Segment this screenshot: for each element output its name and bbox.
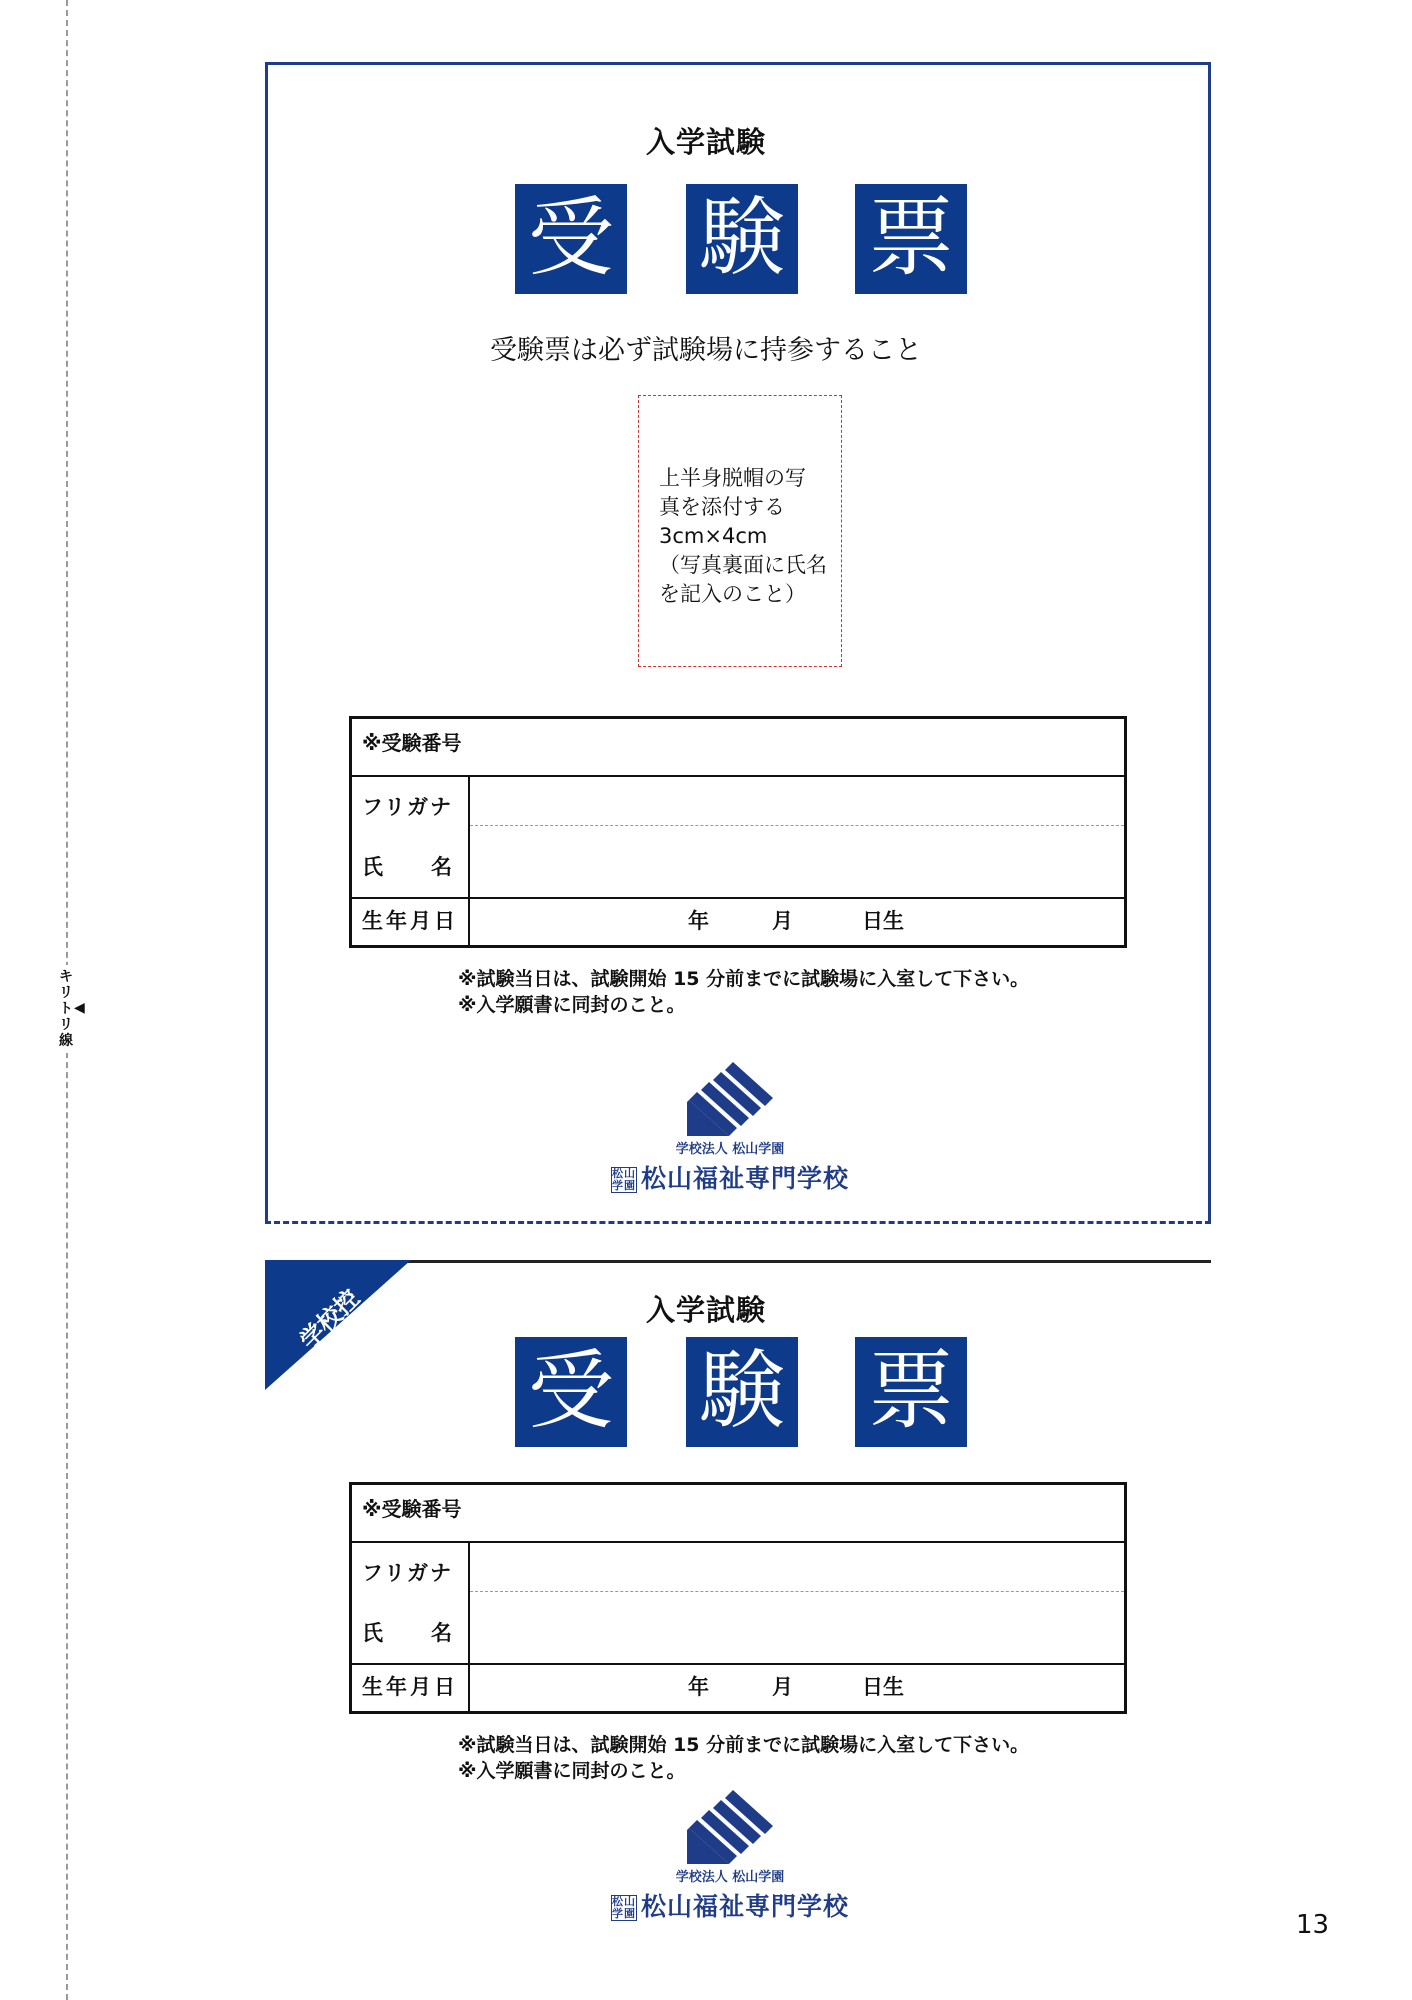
- logo-badge: 松山学園: [611, 1895, 636, 1920]
- furigana-field[interactable]: [470, 1543, 1124, 1592]
- dob-row: [352, 1665, 1124, 1711]
- cut-label-char: リ: [59, 1017, 73, 1033]
- exam-number-row[interactable]: [352, 1485, 1124, 1543]
- remark-line: ※試験当日は、試験開始 15 分前までに試験場に入室して下さい。: [458, 1734, 1030, 1756]
- dob-label: 生年月日: [352, 899, 470, 945]
- photo-box: [638, 395, 842, 667]
- upper-big-char: 受: [515, 184, 627, 294]
- photo-instruction-line: を記入のこと）: [659, 582, 806, 606]
- page-number: 13: [1296, 1910, 1330, 1940]
- dob-field[interactable]: [470, 899, 1124, 945]
- dob-year-label: 年: [688, 909, 709, 933]
- logo-subtitle: 学校法人 松山学園: [675, 1142, 785, 1157]
- remark-line: ※試験当日は、試験開始 15 分前までに試験場に入室して下さい。: [458, 968, 1030, 990]
- furigana-label: フリガナ: [362, 795, 453, 819]
- lower-applicant-form: [349, 1482, 1127, 1714]
- logo-school-name: [600, 1887, 860, 1923]
- remark-line: ※入学願書に同封のこと。: [458, 994, 686, 1016]
- upper-remarks: [458, 966, 1029, 1018]
- bring-ticket-notice: 受験票は必ず試験場に持参すること: [490, 335, 922, 366]
- name-label: 氏 名: [362, 1621, 454, 1645]
- school-copy-label: 学校控: [294, 1283, 366, 1355]
- exam-number-label: ※受験番号: [362, 1497, 462, 1521]
- remark-line: ※入学願書に同封のこと。: [458, 1760, 686, 1782]
- dob-month-label: 月: [772, 909, 793, 933]
- name-row: [352, 1543, 1124, 1665]
- dob-day-label: 日生: [862, 1675, 904, 1699]
- exam-number-row[interactable]: [352, 719, 1124, 777]
- name-fields: [470, 777, 1124, 897]
- logo-school-name: [600, 1159, 860, 1195]
- name-row: [352, 777, 1124, 899]
- photo-instruction-line: 真を添付する: [659, 495, 785, 519]
- dob-field[interactable]: [470, 1665, 1124, 1711]
- school-emblem-icon: [685, 1060, 775, 1136]
- name-labels: [352, 777, 470, 897]
- logo-subtitle: 学校法人 松山学園: [675, 1870, 785, 1885]
- cut-label-char: ト: [59, 1001, 73, 1017]
- dob-row: [352, 899, 1124, 945]
- dob-label: 生年月日: [352, 1665, 470, 1711]
- cut-label-char: キ: [59, 969, 73, 985]
- cut-arrow-icon: ◀: [74, 1000, 85, 1016]
- upper-big-char: 票: [855, 184, 967, 294]
- dob-year-label: 年: [688, 1675, 709, 1699]
- furigana-field[interactable]: [470, 777, 1124, 826]
- upper-big-char: 験: [686, 184, 798, 294]
- school-emblem-icon: [685, 1788, 775, 1864]
- lower-big-char: 験: [686, 1337, 798, 1447]
- lower-exam-title: 入学試験: [645, 1293, 766, 1327]
- upper-ticket-perforation: [265, 1221, 1211, 1224]
- upper-applicant-form: [349, 716, 1127, 948]
- photo-instruction-line: （写真裏面に氏名: [659, 553, 827, 577]
- photo-instruction-line: 上半身脱帽の写: [659, 466, 806, 490]
- lower-school-logo: [600, 1788, 860, 1923]
- upper-school-logo: [600, 1060, 860, 1195]
- furigana-label: フリガナ: [362, 1561, 453, 1585]
- cut-label-char: リ: [59, 985, 73, 1001]
- lower-remarks: [458, 1732, 1029, 1784]
- logo-school-name-text: 松山福祉専門学校: [640, 1892, 849, 1921]
- upper-exam-title: 入学試験: [645, 125, 766, 159]
- dob-month-label: 月: [772, 1675, 793, 1699]
- dob-day-label: 日生: [862, 909, 904, 933]
- exam-number-label: ※受験番号: [362, 731, 462, 755]
- photo-instruction-line: 3cm×4cm: [659, 524, 768, 548]
- name-label: 氏 名: [362, 855, 454, 879]
- name-labels: [352, 1543, 470, 1663]
- lower-big-char: 受: [515, 1337, 627, 1447]
- logo-badge: 松山学園: [611, 1167, 636, 1192]
- lower-big-char: 票: [855, 1337, 967, 1447]
- name-fields: [470, 1543, 1124, 1663]
- logo-school-name-text: 松山福祉専門学校: [640, 1164, 849, 1193]
- cut-label-char: 線: [59, 1033, 73, 1049]
